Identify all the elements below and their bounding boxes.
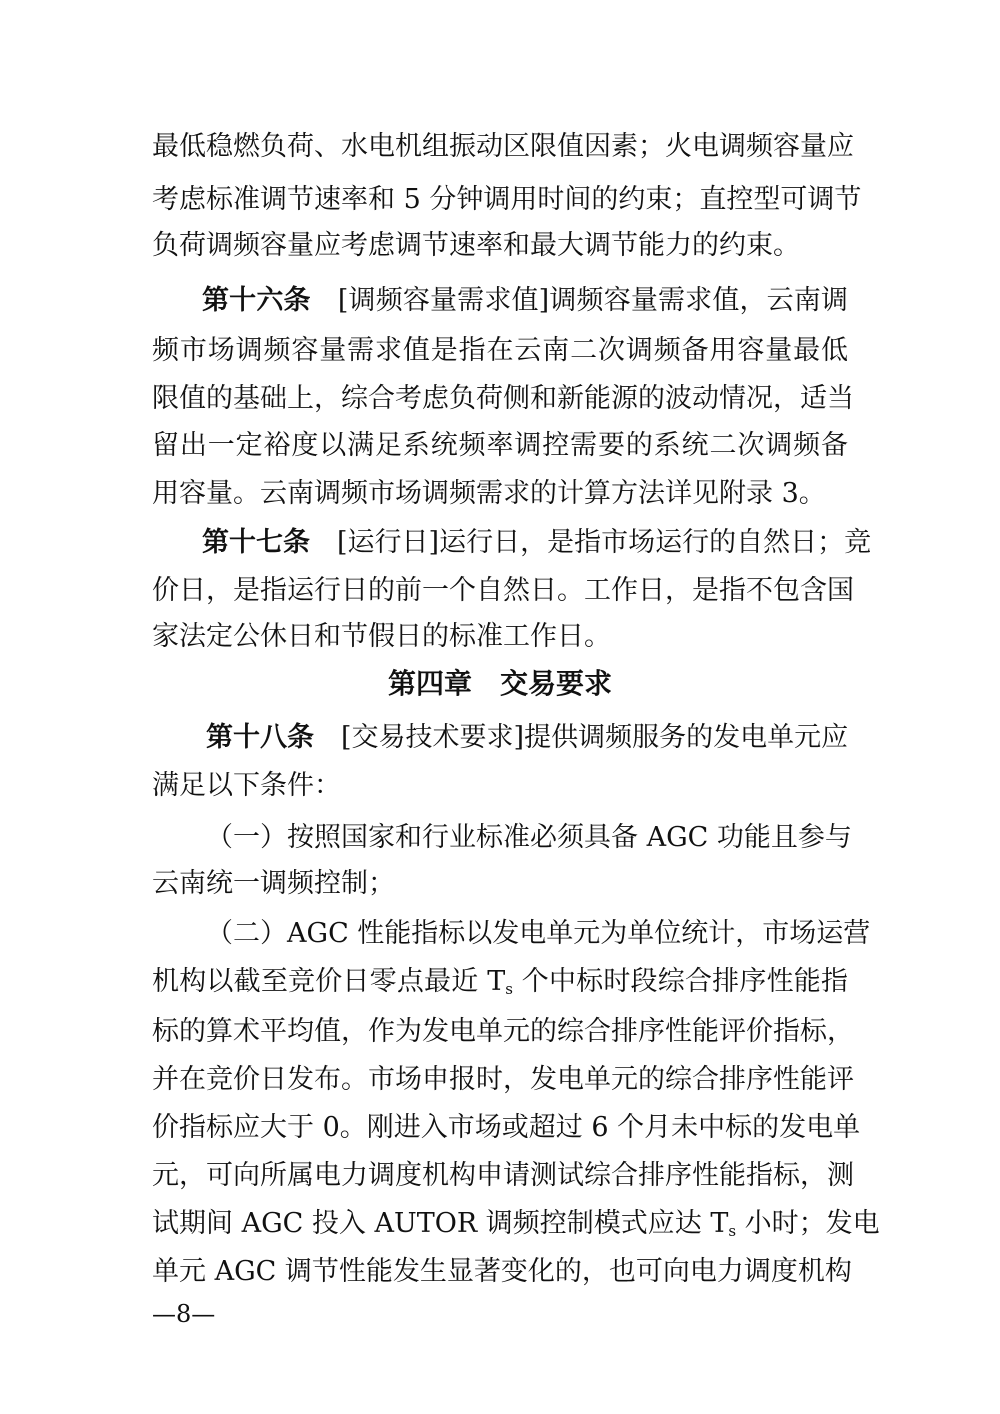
item-2-line-7-pre: 试期间 AGC 投入 AUTOR 调频控制模式应达 T xyxy=(152,1208,729,1239)
body-line: 留出一定裕度以满足系统频率调控需要的系统二次调频备 xyxy=(152,430,848,461)
item-1-text: （一）按照国家和行业标准必须具备 AGC 功能且参与 xyxy=(206,822,852,853)
body-line: 标的算术平均值，作为发电单元的综合排序性能评价指标， xyxy=(152,1016,854,1047)
item-2-line-2-pre: 机构以截至竞价日零点最近 T xyxy=(152,966,506,997)
body-line: 并在竞价日发布。市场申报时，发电单元的综合排序性能评 xyxy=(152,1064,854,1095)
item-2-text: （二）AGC 性能指标以发电单元为单位统计，市场运营 xyxy=(206,918,871,949)
item-2-first-line xyxy=(152,914,871,954)
article-18-label: 第十八条 xyxy=(206,722,314,753)
body-line: 单元 AGC 调节性能发生显著变化的，也可向电力调度机构 xyxy=(152,1256,852,1287)
article-18-text: [交易技术要求]提供调频服务的发电单元应 xyxy=(341,722,849,753)
body-line xyxy=(152,1204,880,1244)
subscript-s: s xyxy=(728,1222,737,1240)
page-number: —8— xyxy=(152,1300,216,1328)
article-18-first-line xyxy=(152,718,848,758)
body-line: 满足以下条件： xyxy=(152,770,341,801)
item-1-first-line xyxy=(152,818,852,858)
article-17-first-line xyxy=(152,523,872,563)
chapter-title: 第四章 交易要求 xyxy=(387,667,612,700)
article-17-text: [运行日]运行日，是指市场运行的自然日；竞 xyxy=(337,527,872,558)
body-line: 频市场调频容量需求值是指在云南二次调频备用容量最低 xyxy=(152,335,848,366)
body-line: 家法定公休日和节假日的标准工作日。 xyxy=(152,621,611,652)
subscript-s: s xyxy=(505,980,513,998)
article-16-text: [调频容量需求值]调频容量需求值，云南调 xyxy=(337,285,848,316)
body-line: 最低稳燃负荷、水电机组振动区限值因素；火电调频容量应 xyxy=(152,131,854,162)
item-2-line-7-post: 小时；发电 xyxy=(736,1208,880,1239)
body-line: 价指标应大于 0。刚进入市场或超过 6 个月未中标的发电单 xyxy=(152,1112,861,1143)
body-line: 元，可向所属电力调度机构申请测试综合排序性能指标，测 xyxy=(152,1160,854,1191)
body-line: 用容量。云南调频市场调频需求的计算方法详见附录 3。 xyxy=(152,478,826,509)
body-line: 限值的基础上，综合考虑负荷侧和新能源的波动情况，适当 xyxy=(152,383,854,414)
body-line: 考虑标准调节速率和 5 分钟调用时间的约束；直控型可调节 xyxy=(152,184,862,215)
body-line xyxy=(152,962,848,1002)
body-line: 价日，是指运行日的前一个自然日。工作日，是指不包含国 xyxy=(152,575,854,606)
article-17-label: 第十七条 xyxy=(202,527,310,558)
article-16-first-line xyxy=(152,281,848,321)
item-2-line-2-post: 个中标时段综合排序性能指 xyxy=(512,966,848,997)
article-16-label: 第十六条 xyxy=(202,285,311,316)
body-line: 云南统一调频控制； xyxy=(152,868,395,899)
body-line: 负荷调频容量应考虑调节速率和最大调节能力的约束。 xyxy=(152,230,800,261)
